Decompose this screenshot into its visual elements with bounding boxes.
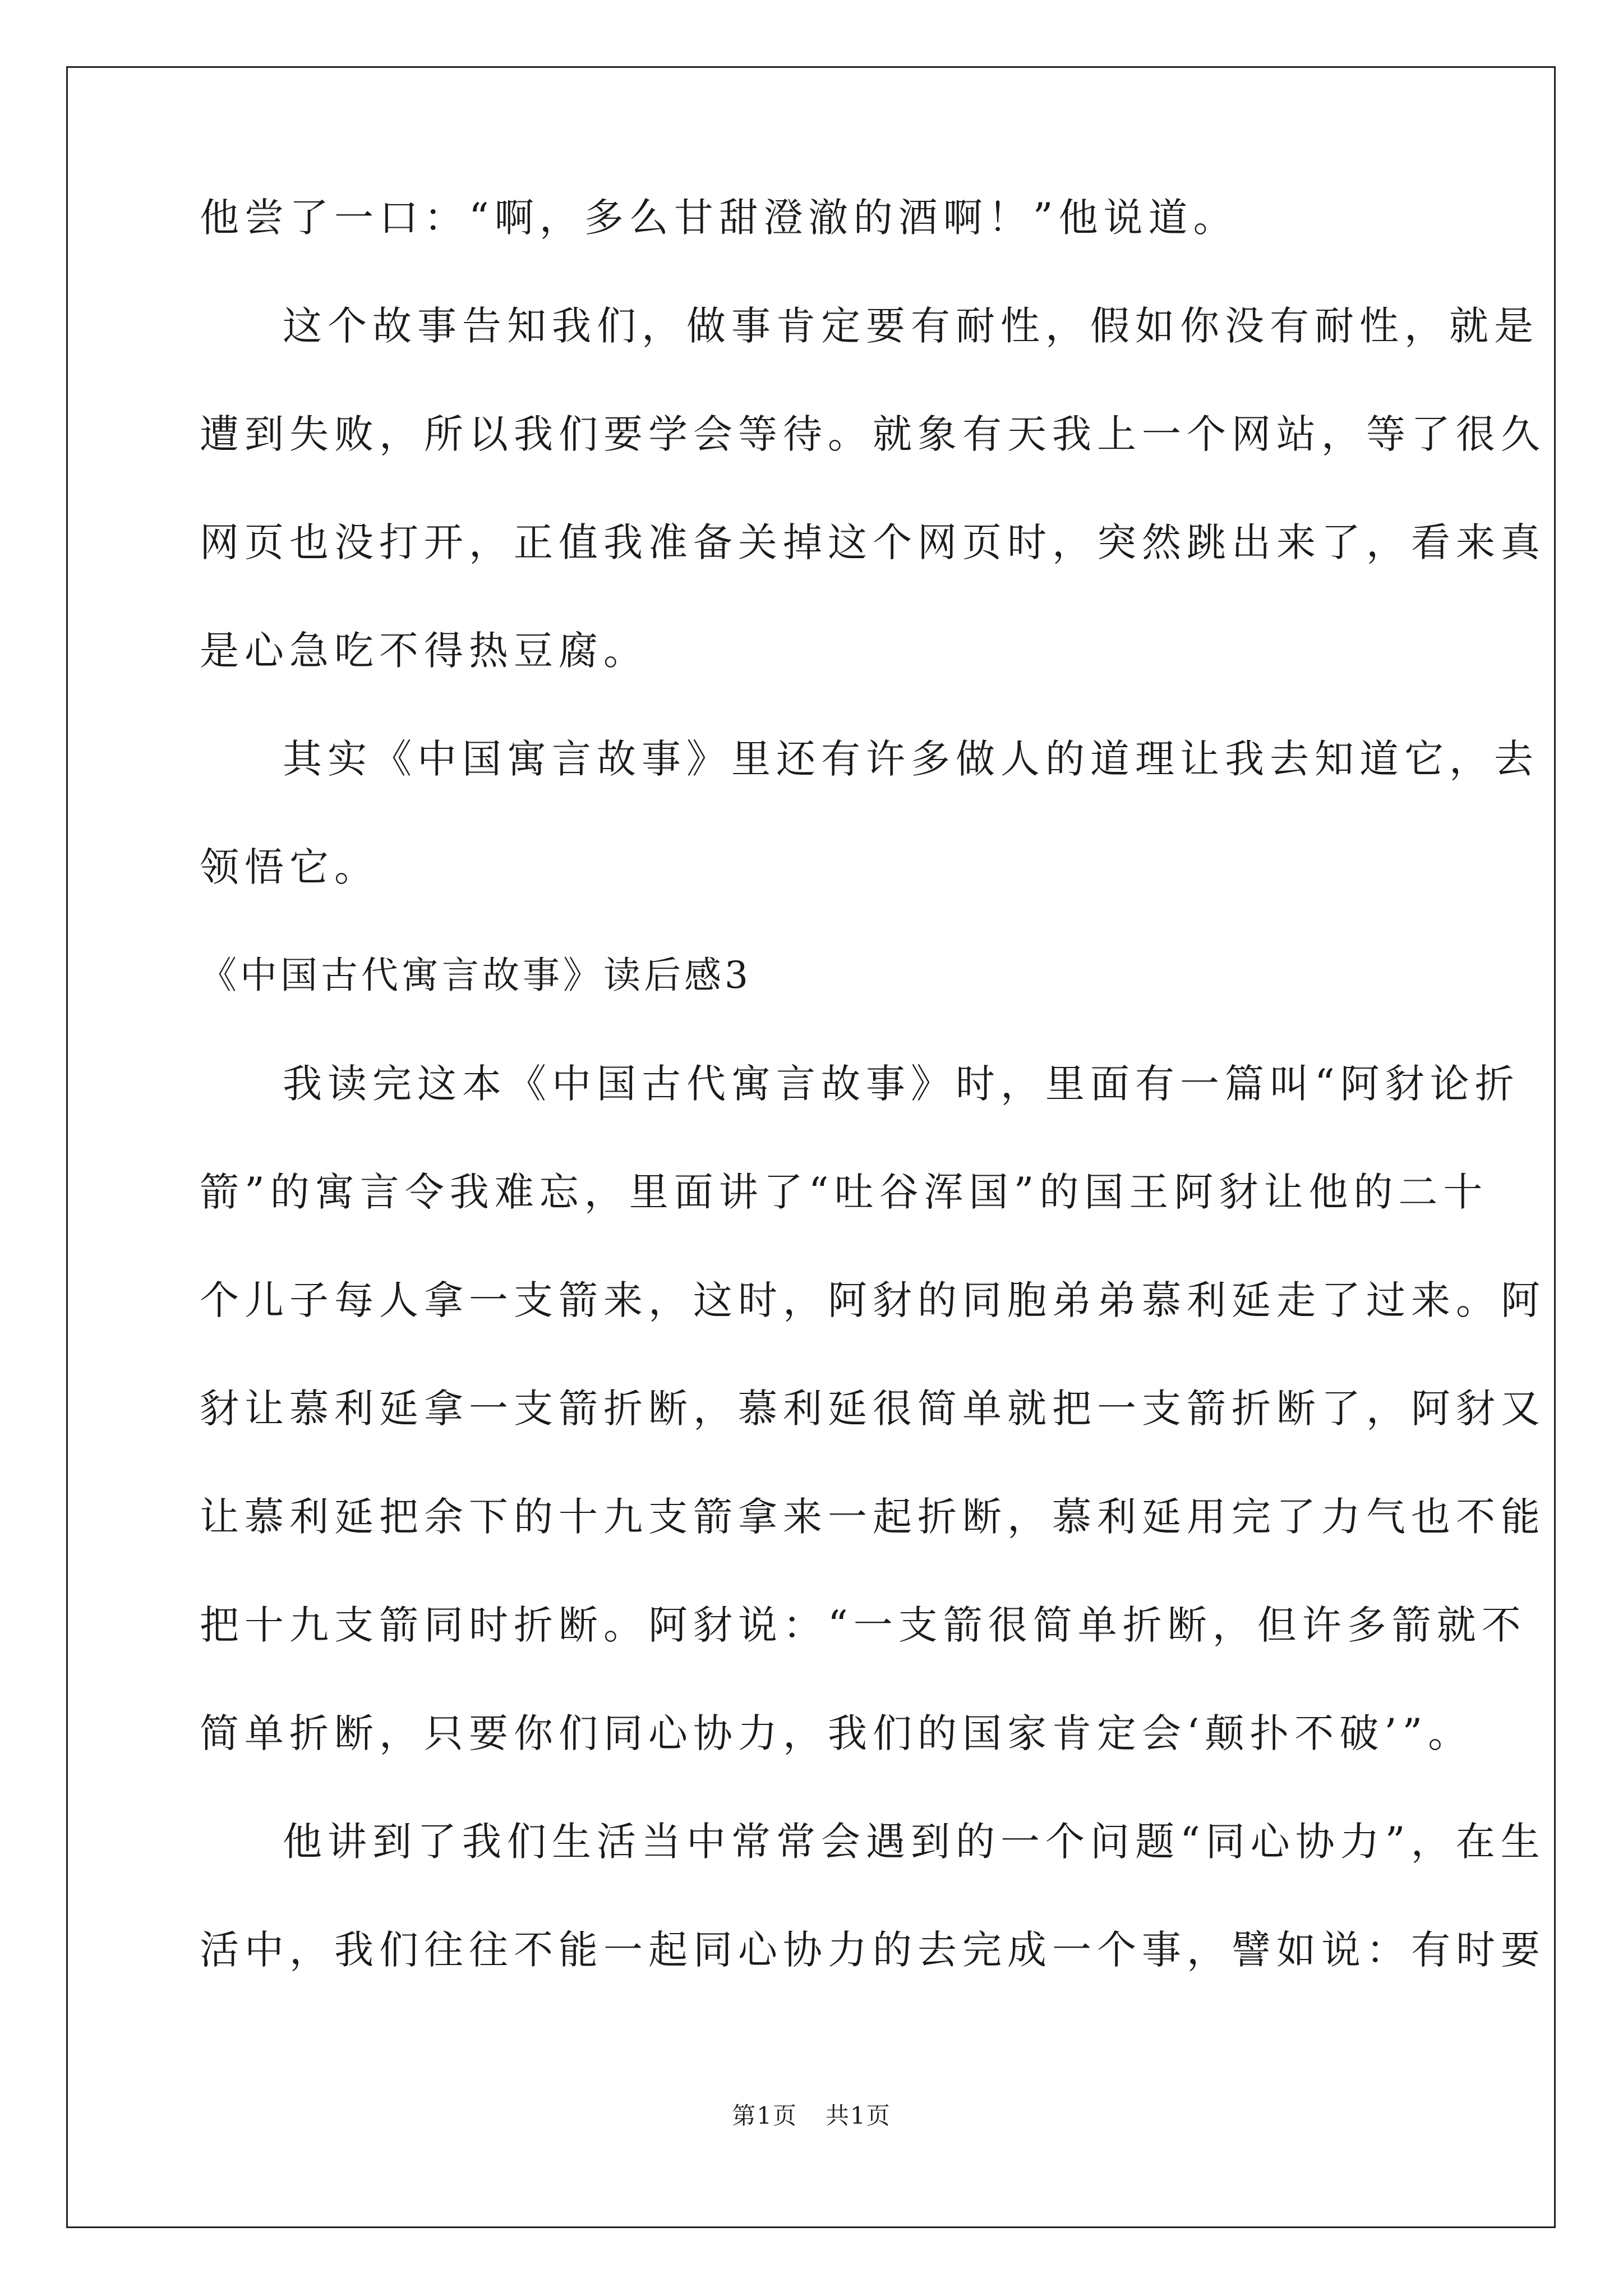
- paragraph-line-4: 网页也没打开，正值我准备关掉这个网页时，突然跳出来了，看来真: [200, 519, 1546, 565]
- paragraph-line-12: 豺让慕利延拿一支箭折断，慕利延很简单就把一支箭折断了，阿豺又: [200, 1386, 1546, 1432]
- document-body: [200, 191, 1546, 2031]
- paragraph-line-6: 其实《中国寓言故事》里还有许多做人的道理让我去知道它，去: [283, 736, 1539, 782]
- section-heading: 《中国古代寓言故事》读后感3: [200, 954, 751, 997]
- paragraph-line-11: 个儿子每人拿一支箭来，这时，阿豺的同胞弟弟慕利延走了过来。阿: [200, 1277, 1546, 1323]
- paragraph-line-9: 我读完这本《中国古代寓言故事》时，里面有一篇叫“阿豺论折: [283, 1061, 1520, 1107]
- paragraph-line-5: 是心急吃不得热豆腐。: [200, 628, 648, 674]
- page-number: 第1页: [732, 2102, 797, 2129]
- paragraph-line-13: 让慕利延把余下的十九支箭拿来一起折断，慕利延用完了力气也不能: [200, 1494, 1546, 1540]
- paragraph-line-2: 这个故事告知我们，做事肯定要有耐性，假如你没有耐性，就是: [283, 303, 1539, 349]
- paragraph-line-10: 箭”的寓言令我难忘，里面讲了“吐谷浑国”的国王阿豺让他的二十: [200, 1169, 1488, 1215]
- paragraph-line-16: 他讲到了我们生活当中常常会遇到的一个问题“同心协力”，在生: [283, 1819, 1546, 1865]
- paragraph-line-17: 活中，我们往往不能一起同心协力的去完成一个事，譬如说：有时要: [200, 1927, 1546, 1973]
- paragraph-line-14: 把十九支箭同时折断。阿豺说：“一支箭很简单折断，但许多箭就不: [200, 1602, 1527, 1648]
- paragraph-line-15: 简单折断，只要你们同心协力，我们的国家肯定会‘颠扑不破’”。: [200, 1710, 1473, 1756]
- page-footer: [0, 2100, 1623, 2132]
- paragraph-line-1: 他尝了一口：“啊，多么甘甜澄澈的酒啊！”他说道。: [200, 195, 1238, 241]
- page-total: 共1页: [826, 2102, 891, 2129]
- paragraph-line-7: 领悟它。: [200, 844, 379, 890]
- paragraph-line-3: 遭到失败，所以我们要学会等待。就象有天我上一个网站，等了很久: [200, 411, 1546, 457]
